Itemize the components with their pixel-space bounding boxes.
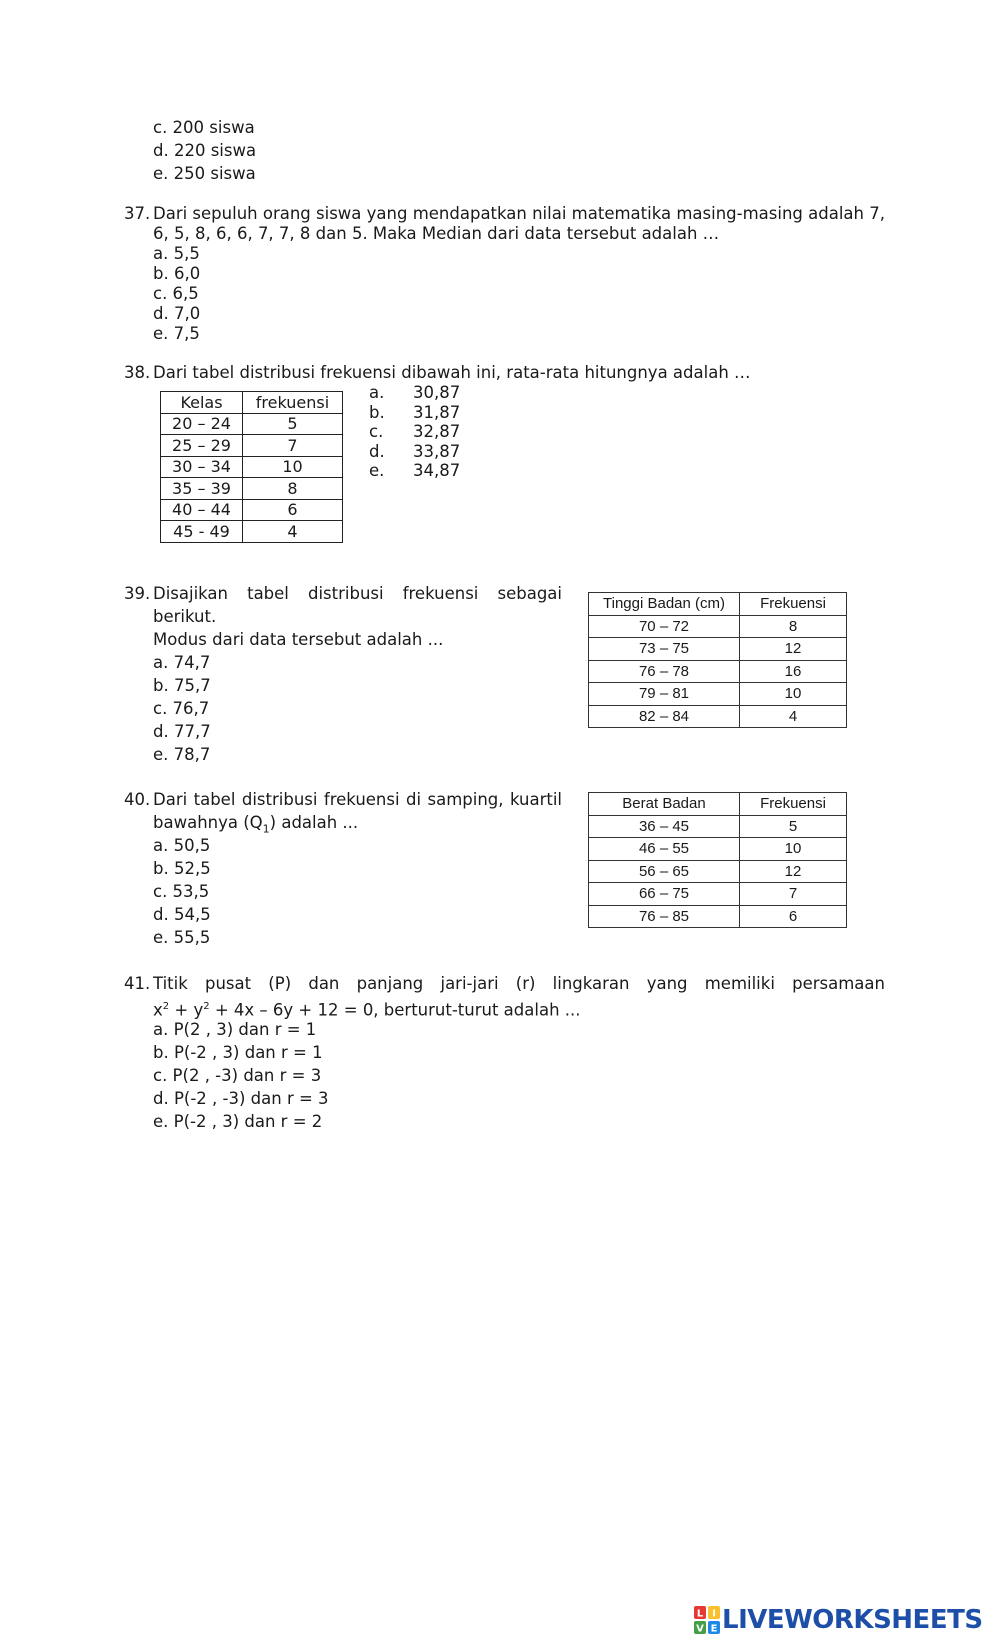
- table-header-row: [589, 793, 847, 816]
- eq-part: x: [153, 1000, 163, 1020]
- svg-text:L: L: [696, 1608, 704, 1620]
- table-cell: 20 – 24: [161, 413, 243, 435]
- table-row: [589, 683, 847, 706]
- table-cell: 76 – 85: [589, 905, 740, 928]
- q40-option-a: a. 50,5: [153, 836, 211, 855]
- q38-option-a: [369, 383, 460, 403]
- table-cell: 56 – 65: [589, 860, 740, 883]
- table-cell: 35 – 39: [161, 478, 243, 500]
- table-cell: 66 – 75: [589, 883, 740, 906]
- eq-part: + 4x – 6y + 12 = 0, berturut-turut adalah ...: [209, 1000, 581, 1020]
- q37-option-c: c. 6,5: [153, 284, 199, 303]
- table-row: [161, 521, 343, 543]
- eq-superscript: 2: [162, 1001, 170, 1012]
- table-cell: 7: [243, 435, 343, 457]
- q40-option-d: d. 54,5: [153, 905, 211, 924]
- q39-option-a: a. 74,7: [153, 653, 211, 672]
- table-cell: 45 - 49: [161, 521, 243, 543]
- option-value: 32,87: [413, 422, 461, 442]
- q38-option-b: [369, 403, 460, 423]
- table-row: [589, 838, 847, 861]
- option-value: 33,87: [413, 441, 461, 461]
- q38-option-d: [369, 442, 460, 462]
- table-cell: 10: [243, 456, 343, 478]
- q39-option-b: b. 75,7: [153, 676, 211, 695]
- q41-number: 41.: [124, 974, 151, 993]
- q40-option-c: c. 53,5: [153, 882, 210, 901]
- table-cell: 10: [740, 683, 847, 706]
- table-cell: 70 – 72: [589, 615, 740, 638]
- q37-number: 37.: [124, 204, 151, 223]
- logo-wordmark: LIVEWORKSHEETS: [722, 1605, 983, 1635]
- logo-tiles-icon: [694, 1606, 720, 1634]
- option-letter: c.: [369, 422, 384, 442]
- table-row: [589, 815, 847, 838]
- table-cell: 5: [243, 413, 343, 435]
- table-cell: 46 – 55: [589, 838, 740, 861]
- svg-text:E: E: [710, 1623, 718, 1634]
- q40-number: 40.: [124, 790, 151, 809]
- table-cell: 8: [243, 478, 343, 500]
- table-header-row: [589, 593, 847, 616]
- q38-option-c: [369, 422, 460, 442]
- q36-option-c: c. 200 siswa: [153, 118, 255, 137]
- q41-option-b: b. P(-2 , 3) dan r = 1: [153, 1043, 323, 1062]
- table-row: [589, 905, 847, 928]
- q38-options: [369, 383, 460, 481]
- q38-question: Dari tabel distribusi frekuensi dibawah ini, rata-rata hitungnya adalah …: [153, 363, 751, 382]
- table-header-row: [161, 392, 343, 414]
- q36-option-e: e. 250 siswa: [153, 164, 256, 183]
- q39-text-line2: berikut.: [153, 607, 217, 626]
- table-cell: 7: [740, 883, 847, 906]
- q39-text-line1: Disajikan tabel distribusi frekuensi sebagai: [153, 584, 562, 603]
- svg-text:V: V: [696, 1623, 704, 1634]
- q39-text-line3: Modus dari data tersebut adalah ...: [153, 630, 444, 649]
- table-row: [589, 705, 847, 728]
- table-row: [589, 660, 847, 683]
- q39-option-c: c. 76,7: [153, 699, 210, 718]
- table-cell: 6: [243, 499, 343, 521]
- table-cell: 8: [740, 615, 847, 638]
- table-row: [589, 860, 847, 883]
- q38-option-e: [369, 461, 460, 481]
- table-header-cell: Kelas: [161, 392, 243, 414]
- table-row: [589, 615, 847, 638]
- table-cell: 82 – 84: [589, 705, 740, 728]
- q41-option-c: c. P(2 , -3) dan r = 3: [153, 1066, 322, 1085]
- q38-frequency-table: [160, 391, 343, 543]
- eq-part: + y: [169, 1000, 204, 1020]
- q37-option-b: b. 6,0: [153, 264, 201, 283]
- q41-equation: [153, 997, 581, 1021]
- liveworksheets-logo: [694, 1605, 983, 1635]
- q37-option-e: e. 7,5: [153, 324, 200, 343]
- table-cell: 30 – 34: [161, 456, 243, 478]
- option-letter: e.: [369, 461, 385, 481]
- table-row: [161, 435, 343, 457]
- q40-frequency-table: [588, 792, 847, 928]
- table-cell: 36 – 45: [589, 815, 740, 838]
- table-cell: 73 – 75: [589, 638, 740, 661]
- table-row: [589, 638, 847, 661]
- table-row: [161, 413, 343, 435]
- q40-subscript: 1: [262, 822, 270, 836]
- table-cell: 40 – 44: [161, 499, 243, 521]
- table-row: [161, 499, 343, 521]
- table-cell: 4: [243, 521, 343, 543]
- q38-number: 38.: [124, 363, 151, 382]
- q37-option-d: d. 7,0: [153, 304, 201, 323]
- q37-option-a: a. 5,5: [153, 244, 200, 263]
- table-row: [161, 478, 343, 500]
- table-cell: 16: [740, 660, 847, 683]
- option-letter: d.: [369, 441, 385, 461]
- table-header-cell: Frekuensi: [740, 593, 847, 616]
- q40-text-part: ) adalah ...: [269, 813, 359, 832]
- table-cell: 25 – 29: [161, 435, 243, 457]
- svg-text:I: I: [712, 1608, 716, 1620]
- q40-option-e: e. 55,5: [153, 928, 211, 947]
- option-value: 34,87: [413, 461, 461, 481]
- table-cell: 5: [740, 815, 847, 838]
- table-cell: 12: [740, 860, 847, 883]
- option-value: 30,87: [413, 383, 461, 402]
- q39-number: 39.: [124, 584, 151, 603]
- q41-option-e: e. P(-2 , 3) dan r = 2: [153, 1112, 323, 1131]
- table-header-cell: frekuensi: [243, 392, 343, 414]
- q41-text-line1: Titik pusat (P) dan panjang jari-jari (r) lingkaran yang memiliki persamaan: [153, 974, 885, 993]
- eq-superscript: 2: [203, 1001, 210, 1012]
- q41-option-d: d. P(-2 , -3) dan r = 3: [153, 1089, 329, 1108]
- table-row: [161, 456, 343, 478]
- table-cell: 6: [740, 905, 847, 928]
- option-letter: a.: [369, 383, 385, 402]
- option-value: 31,87: [413, 402, 461, 422]
- table-row: [589, 883, 847, 906]
- q39-frequency-table: [588, 592, 847, 728]
- q40-text-part: bawahnya (Q: [153, 813, 263, 832]
- table-cell: 10: [740, 838, 847, 861]
- table-header-cell: Tinggi Badan (cm): [589, 593, 740, 616]
- q39-option-e: e. 78,7: [153, 745, 211, 764]
- table-cell: 4: [740, 705, 847, 728]
- q40-text-line1: Dari tabel distribusi frekuensi di samping, kuartil: [153, 790, 562, 809]
- q36-option-d: d. 220 siswa: [153, 141, 257, 160]
- q37-text-line1: Dari sepuluh orang siswa yang mendapatkan nilai matematika masing-masing adalah 7,: [153, 204, 885, 223]
- option-letter: b.: [369, 402, 385, 422]
- q37-text-line2: 6, 5, 8, 6, 6, 7, 7, 8 dan 5. Maka Median dari data tersebut adalah …: [153, 224, 720, 243]
- table-cell: 12: [740, 638, 847, 661]
- table-cell: 79 – 81: [589, 683, 740, 706]
- table-header-cell: Berat Badan: [589, 793, 740, 816]
- q40-option-b: b. 52,5: [153, 859, 211, 878]
- table-header-cell: Frekuensi: [740, 793, 847, 816]
- q41-option-a: a. P(2 , 3) dan r = 1: [153, 1020, 317, 1039]
- q39-option-d: d. 77,7: [153, 722, 211, 741]
- table-cell: 76 – 78: [589, 660, 740, 683]
